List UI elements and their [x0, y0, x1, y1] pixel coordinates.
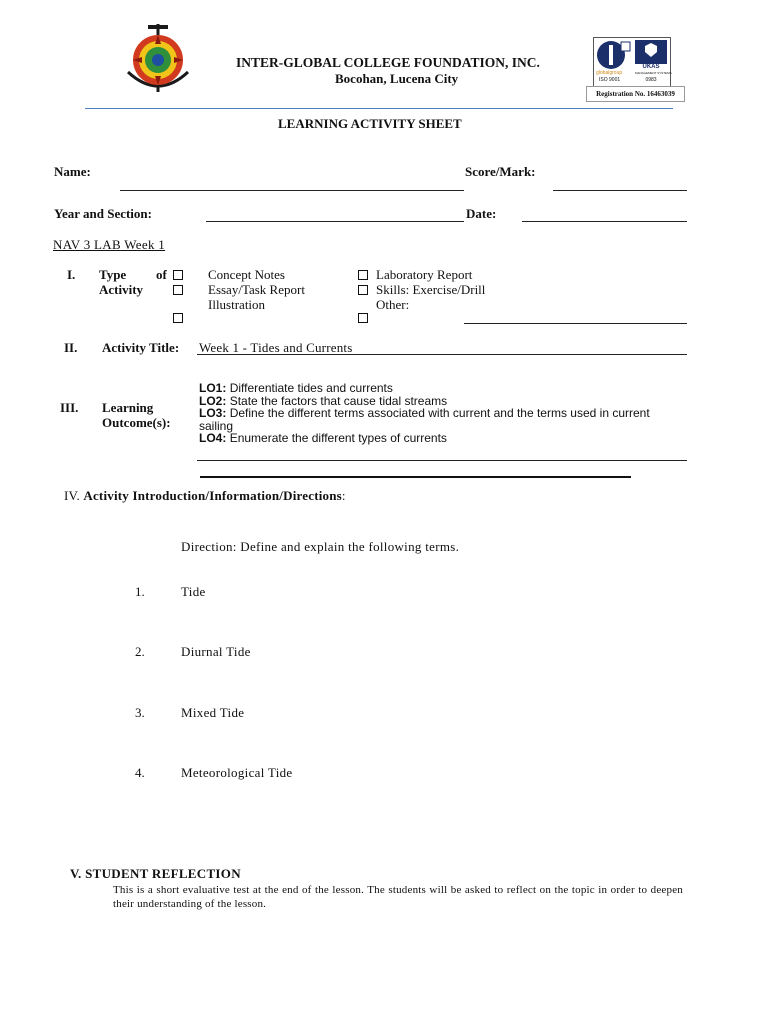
cert-ukas-sub: MANAGEMENT SYSTEMS — [635, 71, 672, 75]
course-heading: NAV 3 LAB Week 1 — [53, 237, 166, 252]
checkbox-laboratory-report[interactable] — [358, 270, 368, 280]
cert-ukas: UKAS — [642, 64, 660, 70]
learning-outcome-3 — [199, 407, 687, 432]
lo1-text: Differentiate tides and currents — [229, 381, 393, 395]
activity-title-line — [197, 354, 687, 355]
name-label: Name: — [54, 164, 91, 179]
checkbox-concept-notes[interactable] — [173, 270, 183, 280]
checkbox-skills-exercise[interactable] — [358, 285, 368, 295]
college-location: Bocohan, Lucena City — [335, 71, 459, 86]
checkbox-other[interactable] — [358, 313, 368, 323]
learning-outcome-4 — [199, 432, 687, 445]
lo3-text: Define the different terms associated with current and the terms used in current sailing — [199, 406, 650, 433]
item-4-term: Meteorological Tide — [181, 765, 293, 780]
checkbox-essay-task-report[interactable] — [173, 285, 183, 295]
cert-number: 0983 — [645, 77, 657, 83]
item-1-number: 1. — [135, 584, 145, 599]
lo2-code: LO2: — [199, 393, 227, 408]
section4-numeral: IV. — [64, 488, 80, 503]
globalgroup-logo — [596, 40, 633, 84]
section2-numeral: II. — [64, 340, 78, 355]
lo1-code: LO1: — [199, 381, 227, 395]
option-essay-task-report: Essay/Task Report — [208, 282, 305, 297]
outcomes-label: Outcome(s): — [102, 415, 171, 430]
section1-label-type: Type — [99, 267, 127, 282]
learning-label: Learning — [102, 400, 154, 415]
option-skills-exercise: Skills: Exercise/Drill — [376, 282, 486, 297]
option-laboratory-report: Laboratory Report — [376, 267, 473, 282]
section1-label-of: of — [156, 267, 167, 282]
cert-iso: ISO 9001 — [599, 77, 621, 83]
name-field[interactable] — [120, 190, 464, 191]
item-3-term: Mixed Tide — [181, 705, 245, 720]
item-4-number: 4. — [135, 765, 145, 780]
year-section-label: Year and Section: — [54, 206, 152, 221]
outcomes-line-2 — [200, 476, 631, 478]
section4-label: Activity Introduction/Information/Directions — [83, 488, 342, 503]
item-2-number: 2. — [135, 644, 145, 659]
lo3-code: LO3: — [199, 406, 227, 420]
date-field[interactable] — [522, 221, 687, 222]
student-reflection-heading: V. STUDENT REFLECTION — [70, 866, 241, 881]
section4-colon: : — [341, 488, 346, 503]
activity-title-value: Week 1 - Tides and Currents — [199, 340, 353, 355]
college-name: INTER-GLOBAL COLLEGE FOUNDATION, INC. — [236, 55, 540, 70]
option-illustration: Illustration — [208, 297, 266, 312]
year-section-field[interactable] — [206, 221, 464, 222]
option-other: Other: — [376, 297, 410, 312]
item-2-term: Diurnal Tide — [181, 644, 251, 659]
registration-box — [586, 86, 685, 102]
other-field[interactable] — [464, 323, 687, 324]
section1-label-activity: Activity — [99, 282, 144, 297]
item-3-number: 3. — [135, 705, 145, 720]
score-field[interactable] — [553, 190, 687, 191]
direction-text: Direction: Define and explain the following terms. — [181, 539, 460, 554]
lo4-text: Enumerate the different types of currents — [229, 431, 447, 445]
option-concept-notes: Concept Notes — [208, 267, 285, 282]
cert-brand: globalgroup — [596, 70, 623, 76]
lo2-text: State the factors that cause tidal streams — [229, 393, 448, 408]
activity-title-label: Activity Title: — [102, 340, 180, 355]
student-reflection-text: This is a short evaluative test at the end of the lesson. The students will be asked to reflect on the topic in order to deepen their understanding of the lesson. — [113, 884, 683, 910]
checkbox-illustration[interactable] — [173, 313, 183, 323]
registration-number: Registration No. 16463039 — [596, 90, 675, 98]
ukas-logo — [635, 40, 672, 84]
date-label: Date: — [466, 206, 497, 221]
section3-numeral: III. — [60, 400, 79, 415]
section4-heading — [64, 488, 346, 504]
header-divider — [85, 108, 673, 109]
score-label: Score/Mark: — [465, 164, 536, 179]
certification-badge — [593, 37, 671, 88]
lo4-code: LO4: — [199, 431, 227, 445]
outcomes-line-1 — [197, 460, 687, 461]
item-1-term: Tide — [181, 584, 206, 599]
document-title: LEARNING ACTIVITY SHEET — [278, 116, 462, 131]
college-seal-logo — [118, 22, 198, 94]
section1-numeral: I. — [67, 267, 76, 282]
